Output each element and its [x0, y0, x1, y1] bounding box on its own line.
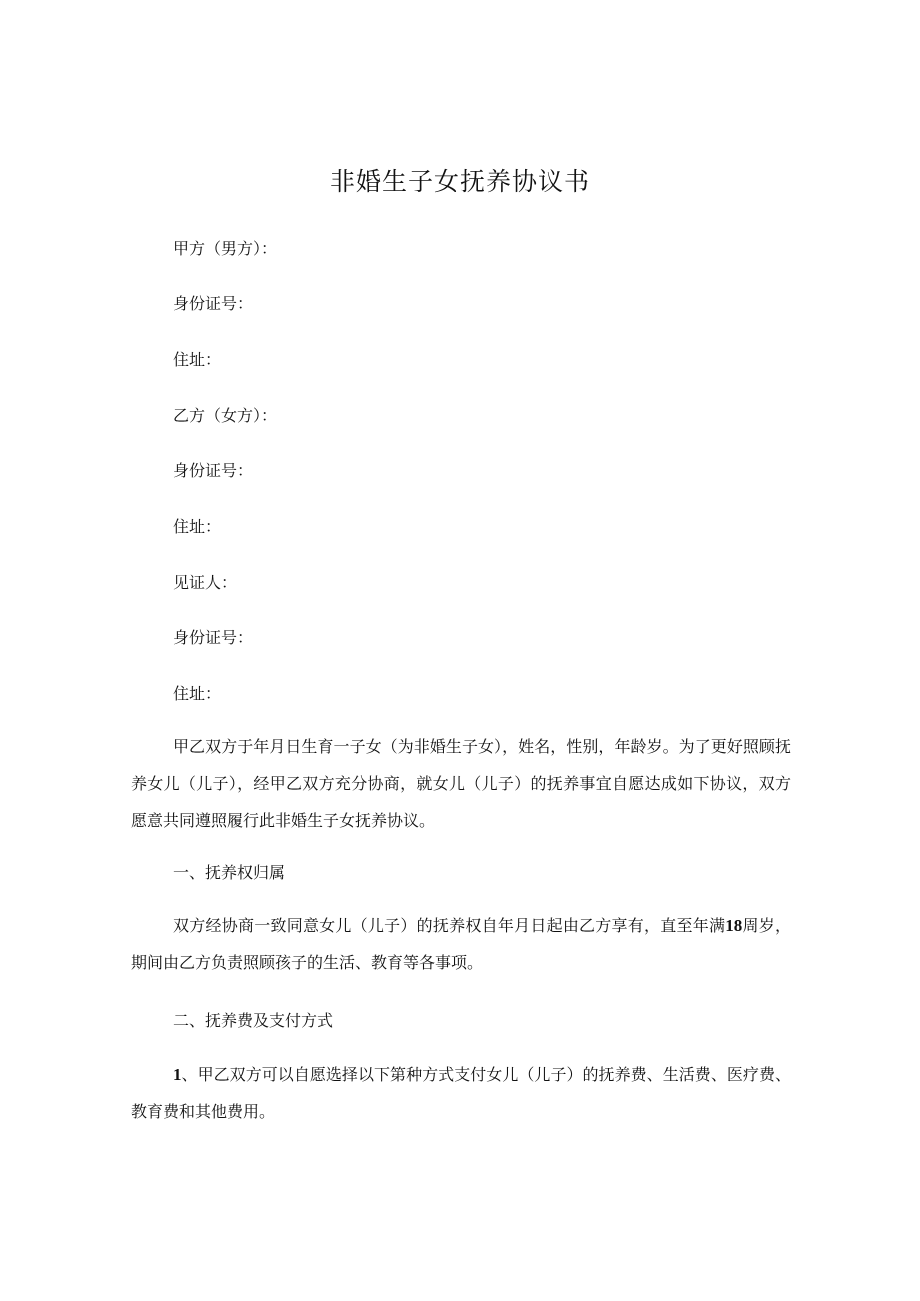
section-2-item-1-paragraph — [131, 1056, 791, 1130]
section-1-text-end: 周岁，期间由乙方负责照顾孩子的生活、教育等各事项。 — [131, 916, 791, 972]
party-b-id-label: 身份证号： — [173, 461, 254, 480]
witness-id-label: 身份证号： — [173, 628, 254, 647]
party-a-label: 甲方（男方）： — [173, 239, 278, 258]
document-title: 非婚生子女抚养协议书 — [329, 167, 590, 196]
party-a-address-label: 住址： — [173, 350, 222, 369]
section-1-heading: 一、抚养权归属 — [173, 863, 286, 882]
section-1-paragraph — [131, 907, 791, 981]
witness-label: 见证人： — [173, 573, 238, 592]
witness-address-label: 住址： — [173, 684, 222, 703]
party-a-id-label: 身份证号： — [173, 294, 254, 313]
party-b-label: 乙方（女方）： — [173, 406, 278, 425]
section-1-text-start: 双方经协商一致同意女儿（儿子）的抚养权自年月日起由乙方享有，直至年满 — [173, 916, 726, 935]
item-1-number: 1 — [173, 1065, 182, 1084]
party-b-address-label: 住址： — [173, 517, 222, 536]
age-number: 18 — [725, 916, 743, 935]
section-2-heading: 二、抚养费及支付方式 — [173, 1011, 334, 1030]
preamble-paragraph: 甲乙双方于年月日生育一子女（为非婚生子女），姓名，性别，年龄岁。为了更好照顾抚养女儿（儿子），经甲乙双方充分协商，就女儿（儿子）的抚养事宜自愿达成如下协议，双方愿意共同遵照履行此非婚生子女抚养协议。 — [131, 737, 791, 830]
item-1-text: 、甲乙双方可以自愿选择以下第种方式支付女儿（儿子）的抚养费、生活费、医疗费、教育费和其他费用。 — [131, 1065, 791, 1121]
